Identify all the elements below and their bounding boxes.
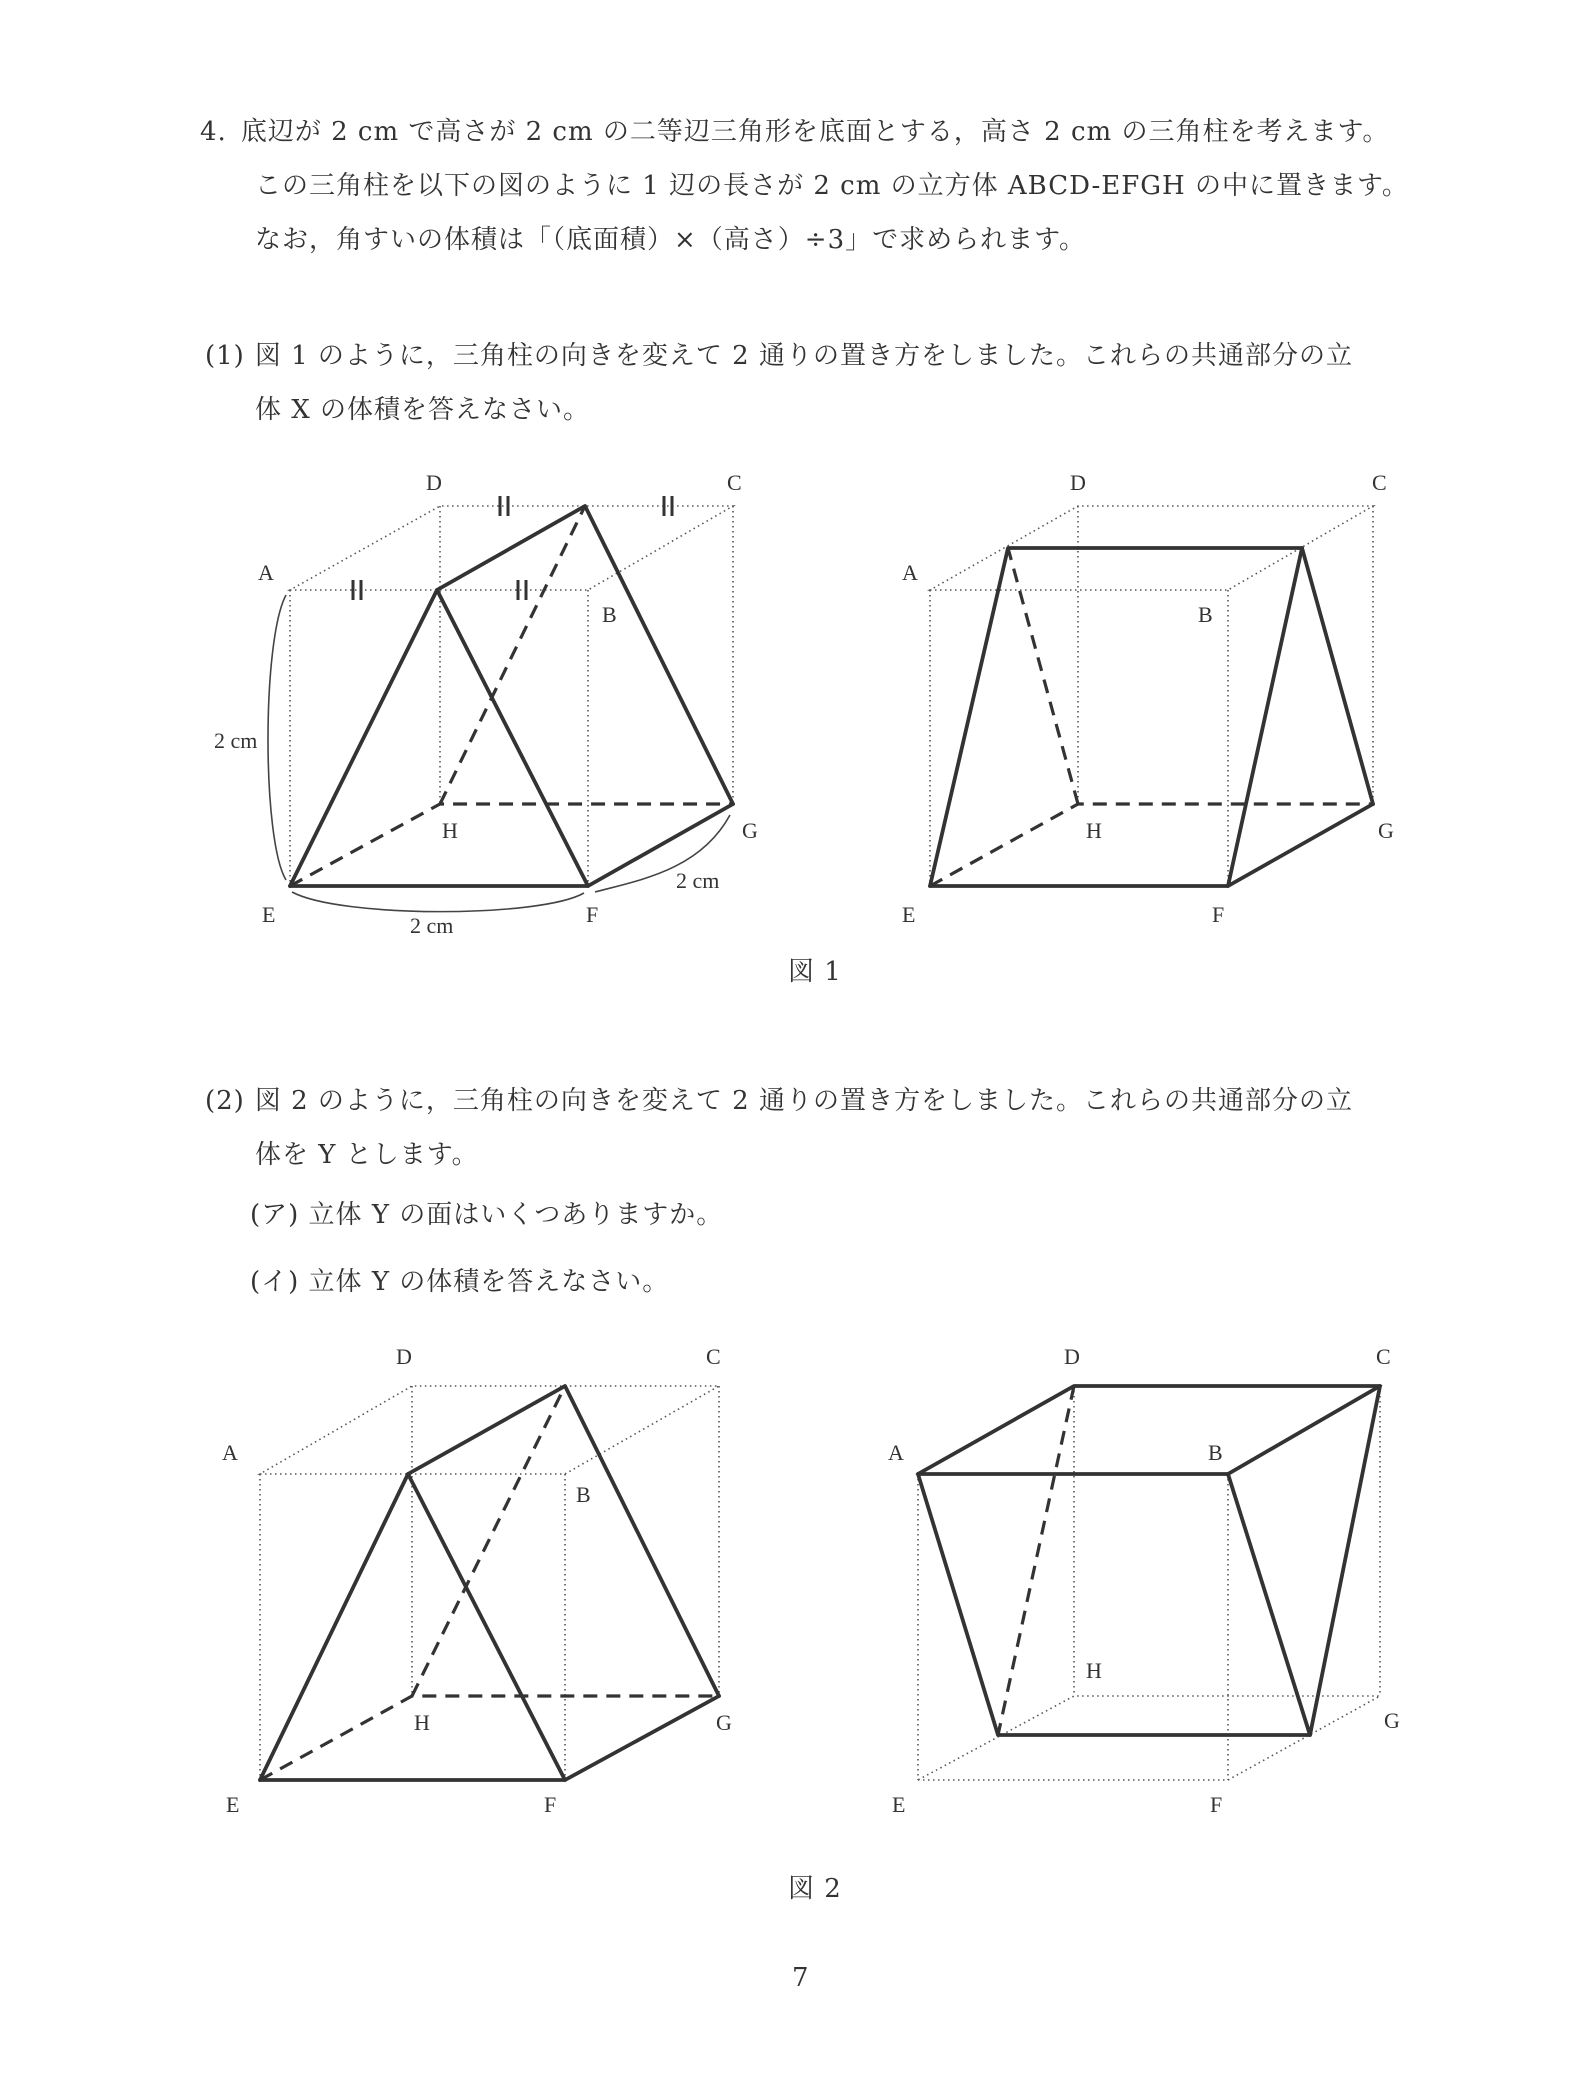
problem-line2: この三角柱を以下の図のように 1 辺の長さが 2 cm の立方体 ABCD-EFGH の中に置きます。: [255, 171, 1409, 201]
fig2-right-label-d: D: [1064, 1344, 1080, 1369]
q2-number: (2): [205, 1086, 245, 1116]
problem-number: 4.: [200, 117, 227, 147]
fig2-right-label-c: C: [1376, 1344, 1391, 1369]
fig1-left-label-a: A: [258, 560, 274, 585]
q2-sub-b: (イ) 立体 Y の体積を答えなさい。: [250, 1267, 670, 1297]
problem-text-1: 底辺が 2 cm で高さが 2 cm の二等辺三角形を底面とする，高さ 2 cm の三角柱を考えます。: [240, 117, 1390, 147]
fig2-left-label-d: D: [396, 1344, 412, 1369]
fig2-left-vertex-labels: [222, 1344, 732, 1817]
fig1-right-label-c: C: [1372, 470, 1387, 495]
fig1-left-label-h: H: [442, 818, 458, 843]
fig1-left-dimension-brackets: [268, 595, 730, 912]
fig2-left-label-c: C: [706, 1344, 721, 1369]
fig1-left-vertex-labels: [258, 470, 758, 927]
fig1-left-dim-depth: 2 cm: [676, 868, 720, 893]
fig1-left-label-f: F: [586, 902, 599, 927]
fig1-right: [902, 470, 1394, 927]
fig2-left-cube-edges: [260, 1386, 719, 1780]
fig1-left-dim-width: 2 cm: [410, 913, 454, 938]
q1-number: (1): [205, 341, 245, 371]
fig2-left: [222, 1344, 732, 1817]
fig1-right-label-a: A: [902, 560, 918, 585]
fig2-left-prism: [260, 1386, 719, 1780]
fig2-right-label-g: G: [1384, 1708, 1400, 1733]
fig2-left-label-b: B: [576, 1482, 591, 1507]
fig2-right-label-h: H: [1086, 1658, 1102, 1683]
fig2-right-label-a: A: [888, 1440, 904, 1465]
fig2-left-label-e: E: [226, 1792, 240, 1817]
fig1-left-cube-edges: [290, 506, 733, 886]
fig2-right-label-f: F: [1210, 1792, 1223, 1817]
fig2-caption: 図 2: [788, 1874, 842, 1904]
fig1-left-label-d: D: [426, 470, 442, 495]
fig1-right-label-g: G: [1378, 818, 1394, 843]
fig2-right: [888, 1344, 1400, 1817]
fig2-left-label-g: G: [716, 1710, 732, 1735]
q1-line2: 体 X の体積を答えなさい。: [255, 395, 591, 425]
q1-text-1: 図 1 のように，三角柱の向きを変えて 2 通りの置き方をしました。これらの共通部分の立: [254, 341, 1353, 371]
fig1-left-label-e: E: [262, 902, 276, 927]
fig1-right-label-b: B: [1198, 602, 1213, 627]
fig2-right-cube-edges: [918, 1386, 1380, 1780]
fig2-right-label-e: E: [892, 1792, 906, 1817]
problem-line3: なお，角すいの体積は「（底面積）×（高さ）÷3」で求められます。: [255, 225, 1087, 255]
q2-line2: 体を Y とします。: [255, 1140, 479, 1170]
fig2-left-label-f: F: [544, 1792, 557, 1817]
fig1-right-label-e: E: [902, 902, 916, 927]
fig1-left-label-g: G: [742, 818, 758, 843]
fig1-right-prism: [930, 548, 1373, 886]
fig1-left: [214, 470, 758, 938]
fig1-right-vertex-labels: [902, 470, 1394, 927]
fig2-right-prism: [918, 1386, 1380, 1735]
fig1-left-prism: [290, 506, 733, 886]
fig1-left-dim-height: 2 cm: [214, 728, 258, 753]
fig2-left-label-h: H: [414, 1710, 430, 1735]
fig1-right-label-h: H: [1086, 818, 1102, 843]
fig1-left-label-b: B: [602, 602, 617, 627]
fig1-right-label-d: D: [1070, 470, 1086, 495]
fig1-caption: 図 1: [788, 957, 842, 987]
q2-sub-a: (ア) 立体 Y の面はいくつありますか。: [250, 1200, 724, 1230]
fig2-right-vertex-labels: [888, 1344, 1400, 1817]
page-number: 7: [792, 1963, 810, 1993]
fig2-right-label-b: B: [1208, 1440, 1223, 1465]
fig1-right-label-f: F: [1212, 902, 1225, 927]
fig1-left-label-c: C: [727, 470, 742, 495]
q2-text-1: 図 2 のように，三角柱の向きを変えて 2 通りの置き方をしました。これらの共通部分の立: [254, 1086, 1353, 1116]
fig2-left-label-a: A: [222, 1440, 238, 1465]
